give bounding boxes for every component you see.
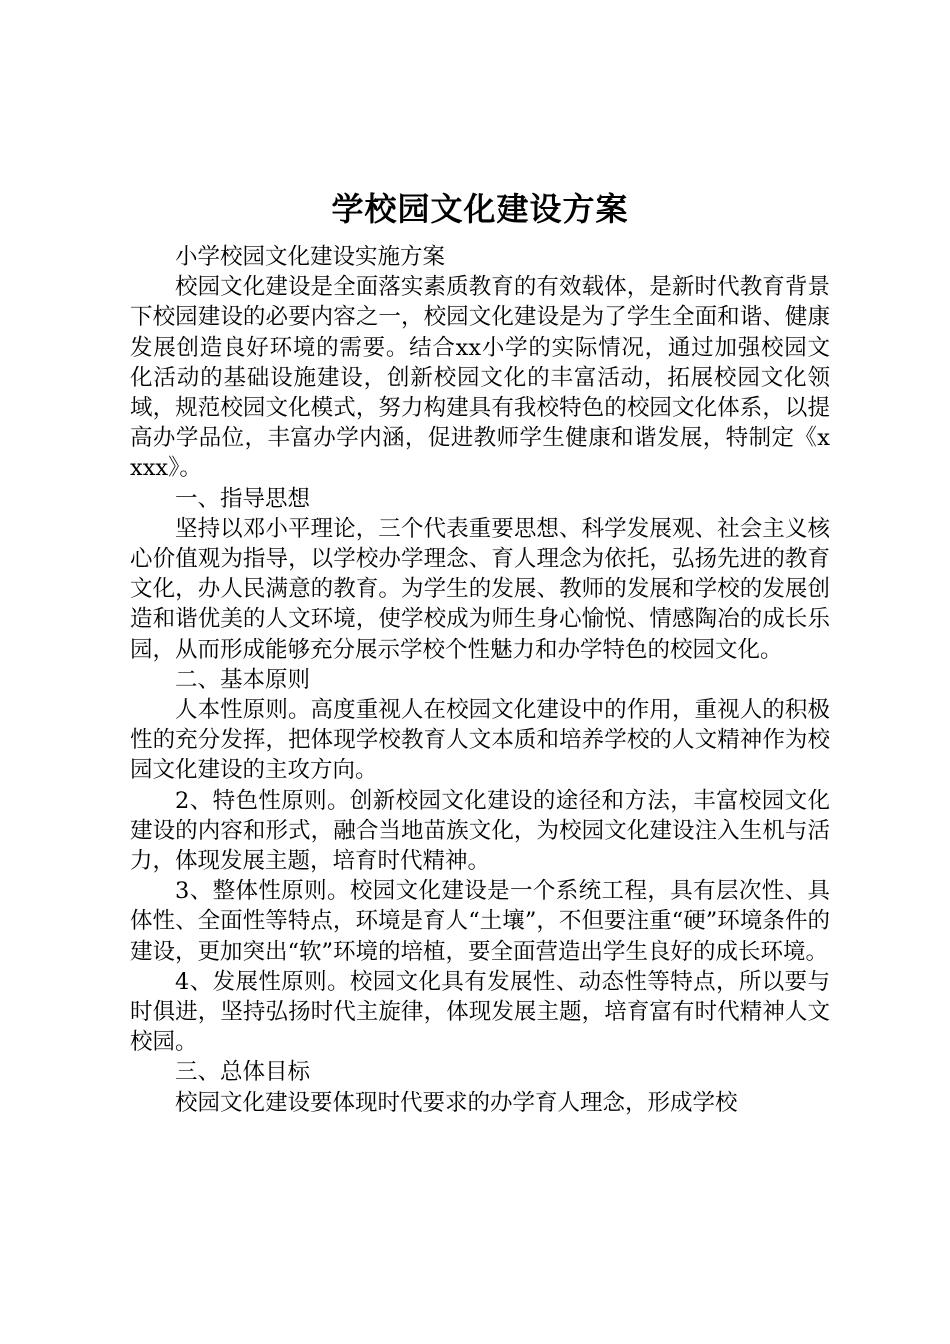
principle-integrity-paragraph: 3、整体性原则。校园文化建设是一个系统工程，具有层次性、具体性、全面性等特点，环境是育人“土壤”，不但要注重“硬”环境条件的建设，更加突出“软”环境的培植，要全面营造出学生良好的成长环境。 bbox=[130, 878, 830, 965]
section-heading-basic-principles: 二、基本原则 bbox=[175, 666, 311, 693]
section-heading-overall-goal: 三、总体目标 bbox=[175, 1059, 311, 1086]
guiding-ideology-paragraph: 坚持以邓小平理论，三个代表重要思想、科学发展观、社会主义核心价值观为指导，以学校办学理念、育人理念为依托，弘扬先进的教育文化，办人民满意的教育。为学生的发展、教师的发展和学校的发展创造和谐优美的人文环境，使学校成为师生身心愉悦、情感陶冶的成长乐园，从而形成能够充分展示学校个性魅力和办学特色的校园文化。 bbox=[130, 515, 830, 663]
overall-goal-paragraph: 校园文化建设要体现时代要求的办学育人理念，形成学校 bbox=[175, 1089, 738, 1116]
document-page bbox=[130, 180, 830, 1118]
subtitle-paragraph: 小学校园文化建设实施方案 bbox=[175, 244, 446, 270]
principle-development-paragraph: 4、发展性原则。校园文化具有发展性、动态性等特点，所以要与时俱进，坚持弘扬时代主旋律，体现发展主题，培育富有时代精神人文校园。 bbox=[130, 968, 830, 1056]
intro-paragraph: 校园文化建设是全面落实素质教育的有效载体，是新时代教育背景下校园建设的必要内容之一，校园文化建设是为了学生全面和谐、健康发展创造良好环境的需要。结合xx小学的实际情况，通过加强校园文化活动的基础设施建设，创新校园文化的丰富活动，拓展校园文化领域，规范校园文化模式，努力构建具有我校特色的校园文化体系，以提高办学品位，丰富办学内涵，促进教师学生健康和谐发展，特制定《xxxx》。 bbox=[130, 274, 830, 482]
document-title: 学校园文化建设方案 bbox=[331, 190, 629, 228]
principle-characteristic-paragraph: 2、特色性原则。创新校园文化建设的途径和方法，丰富校园文化建设的内容和形式，融合当地苗族文化，为校园文化建设注入生机与活力，体现发展主题，培育时代精神。 bbox=[130, 787, 830, 875]
section-heading-guiding-ideology: 一、指导思想 bbox=[175, 485, 311, 512]
principle-humanistic-paragraph: 人本性原则。高度重视人在校园文化建设中的作用，重视人的积极性的充分发挥，把体现学校教育人文本质和培养学校的人文精神作为校园文化建设的主攻方向。 bbox=[130, 697, 830, 784]
